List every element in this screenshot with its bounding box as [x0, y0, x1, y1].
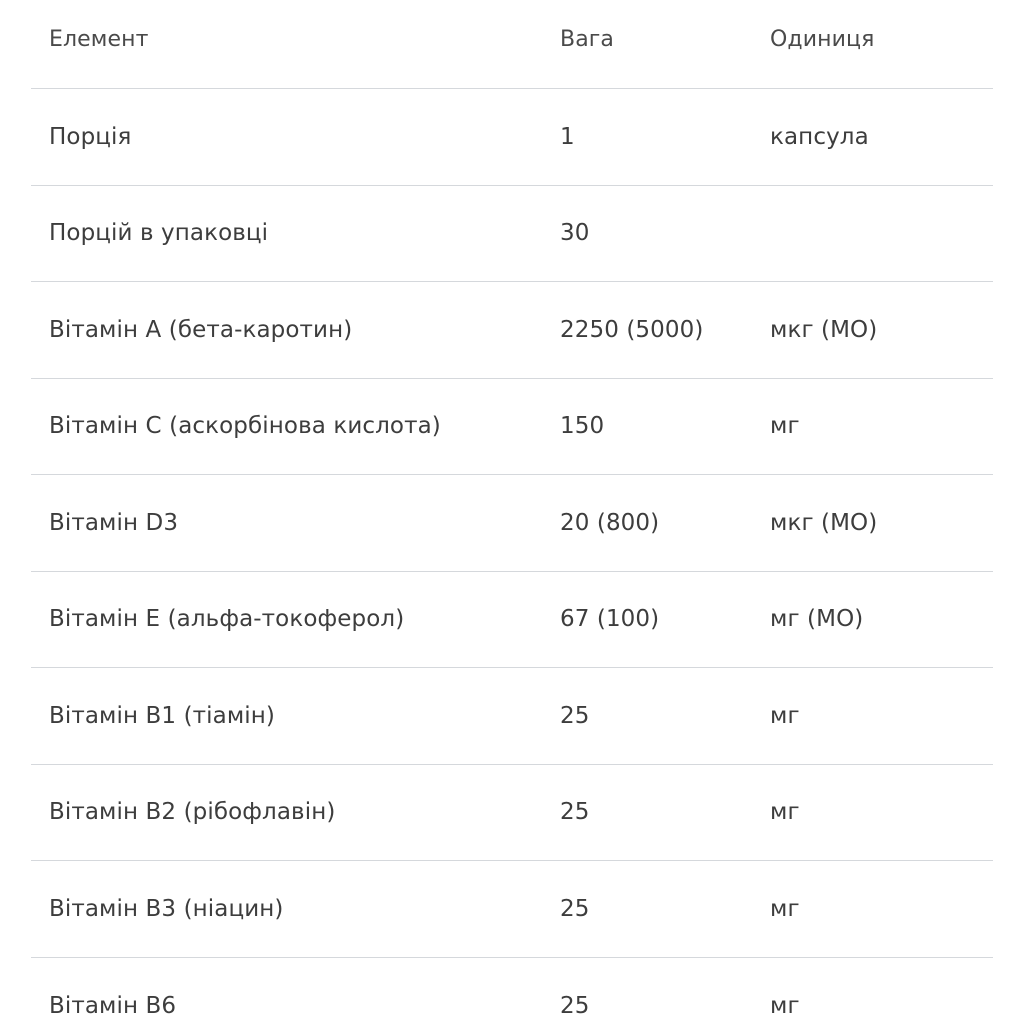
row-unit: мг	[770, 992, 800, 1019]
row-element: Порцій в упаковці	[49, 220, 269, 247]
header-weight: Вага	[560, 26, 615, 52]
header-unit: Одиниця	[770, 26, 875, 52]
row-element: Вітамін E (альфа-токоферол)	[49, 606, 405, 633]
row-weight: 25	[560, 895, 590, 922]
table-row	[31, 958, 993, 1024]
row-element: Вітамін B2 (рібофлавін)	[49, 799, 336, 826]
table-body	[31, 89, 993, 1024]
row-unit: мг	[770, 895, 800, 922]
row-weight: 20 (800)	[560, 509, 660, 536]
row-unit: мг (МО)	[770, 606, 864, 633]
table-row	[31, 379, 993, 476]
row-element: Вітамін B3 (ніацин)	[49, 895, 284, 922]
row-unit: мг	[770, 799, 800, 826]
row-element: Вітамін D3	[49, 509, 179, 536]
row-weight: 1	[560, 123, 575, 150]
row-element: Вітамін A (бета-каротин)	[49, 316, 353, 343]
row-weight: 30	[560, 220, 590, 247]
row-element: Вітамін C (аскорбінова кислота)	[49, 413, 441, 440]
table-row	[31, 282, 993, 379]
table-row	[31, 475, 993, 572]
table-row	[31, 668, 993, 765]
row-unit: мкг (МО)	[770, 316, 878, 343]
row-unit: мг	[770, 702, 800, 729]
row-unit: мкг (МО)	[770, 509, 878, 536]
row-weight: 25	[560, 799, 590, 826]
header-element: Елемент	[49, 26, 149, 52]
row-element: Вітамін B1 (тіамін)	[49, 702, 275, 729]
row-weight: 2250 (5000)	[560, 316, 704, 343]
row-unit: мг	[770, 413, 800, 440]
row-element: Порція	[49, 123, 132, 150]
table-row	[31, 186, 993, 283]
row-weight: 25	[560, 702, 590, 729]
row-unit: капсула	[770, 123, 869, 150]
table-row	[31, 89, 993, 186]
row-element: Вітамін B6	[49, 992, 177, 1019]
table-row	[31, 861, 993, 958]
table-row	[31, 765, 993, 862]
row-weight: 25	[560, 992, 590, 1019]
row-weight: 67 (100)	[560, 606, 660, 633]
table-row	[31, 572, 993, 669]
nutrition-table	[31, 0, 993, 1024]
table-header	[31, 0, 993, 89]
row-weight: 150	[560, 413, 605, 440]
